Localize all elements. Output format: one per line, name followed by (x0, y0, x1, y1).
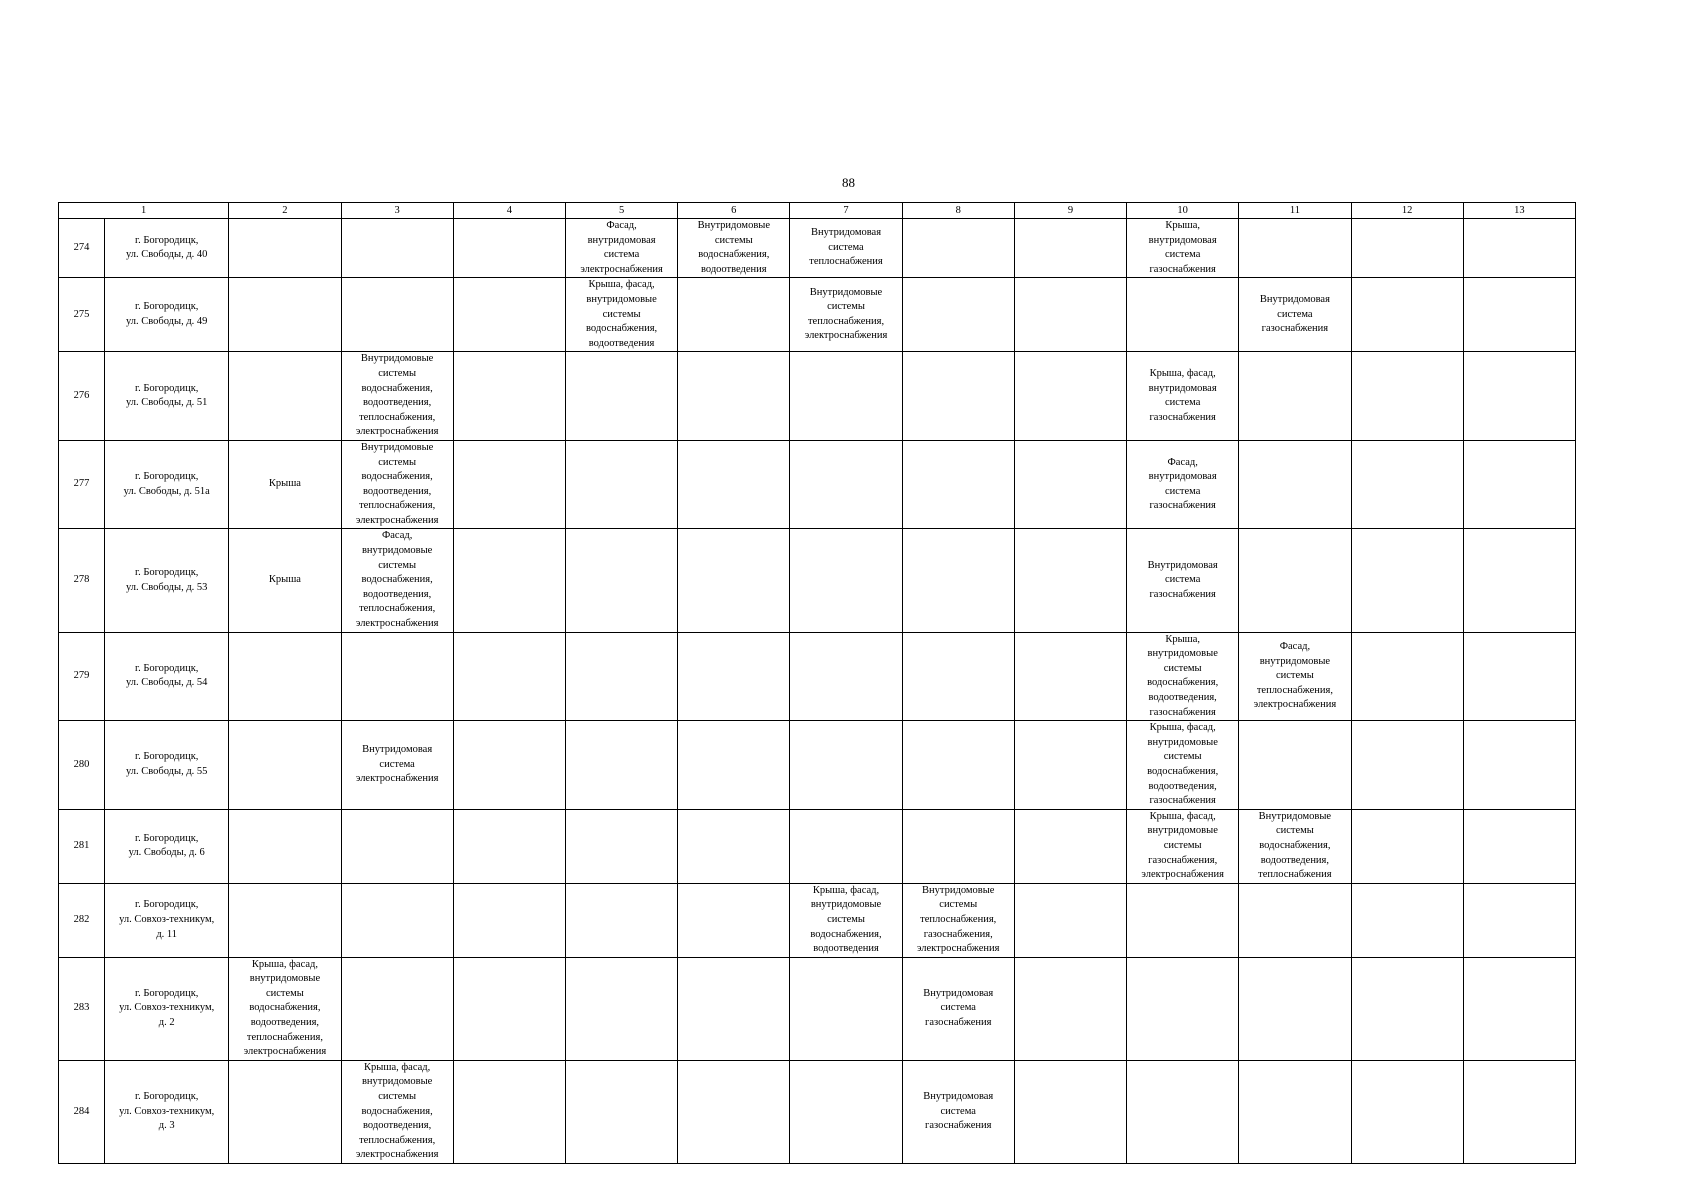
table-row (59, 957, 1576, 1060)
work-cell-col-13 (1463, 721, 1575, 810)
table-row (59, 632, 1576, 721)
table-body (59, 219, 1576, 1164)
work-cell-col-4 (453, 1060, 565, 1163)
work-cell-col-6 (678, 529, 790, 632)
work-cell-col-9 (1014, 721, 1126, 810)
work-cell-col-2 (229, 1060, 341, 1163)
work-cell-col-5 (565, 632, 677, 721)
work-cell-col-4 (453, 219, 565, 278)
work-cell-col-9 (1014, 278, 1126, 352)
table-row (59, 440, 1576, 529)
work-cell-col-7 (790, 1060, 902, 1163)
address-cell: г. Богородицк, ул. Свободы, д. 49 (105, 278, 229, 352)
work-cell-col-5 (565, 883, 677, 957)
address-cell: г. Богородицк, ул. Свободы, д. 51 (105, 352, 229, 441)
work-cell-col-7 (790, 529, 902, 632)
work-cell-col-3 (341, 957, 453, 1060)
table-row (59, 278, 1576, 352)
work-cell-col-6 (678, 721, 790, 810)
work-cell-col-5: Крыша, фасад, внутридомовые системы водоснабжения, водоотведения (565, 278, 677, 352)
work-cell-col-10: Фасад, внутридомовая система газоснабжения (1127, 440, 1239, 529)
work-cell-col-9 (1014, 809, 1126, 883)
table-row (59, 352, 1576, 441)
address-cell: г. Богородицк, ул. Свободы, д. 53 (105, 529, 229, 632)
work-cell-col-8 (902, 440, 1014, 529)
work-cell-col-13 (1463, 632, 1575, 721)
work-cell-col-13 (1463, 1060, 1575, 1163)
work-cell-col-12 (1351, 721, 1463, 810)
repair-schedule-table (58, 202, 1576, 1164)
work-cell-col-8: Внутридомовые системы теплоснабжения, газоснабжения, электроснабжения (902, 883, 1014, 957)
table-row (59, 1060, 1576, 1163)
work-cell-col-5 (565, 721, 677, 810)
work-cell-col-9 (1014, 1060, 1126, 1163)
work-cell-col-6 (678, 957, 790, 1060)
work-cell-col-2: Крыша (229, 529, 341, 632)
work-cell-col-6 (678, 809, 790, 883)
address-cell: г. Богородицк, ул. Совхоз-техникум, д. 3 (105, 1060, 229, 1163)
header-cell: 6 (678, 203, 790, 219)
work-cell-col-12 (1351, 352, 1463, 441)
work-cell-col-8 (902, 278, 1014, 352)
work-cell-col-7: Крыша, фасад, внутридомовые системы водоснабжения, водоотведения (790, 883, 902, 957)
header-cell: 8 (902, 203, 1014, 219)
table-row (59, 809, 1576, 883)
work-cell-col-13 (1463, 219, 1575, 278)
work-cell-col-9 (1014, 957, 1126, 1060)
work-cell-col-6 (678, 352, 790, 441)
work-cell-col-6 (678, 278, 790, 352)
work-cell-col-5 (565, 529, 677, 632)
header-cell: 13 (1463, 203, 1575, 219)
work-cell-col-11 (1239, 883, 1351, 957)
work-cell-col-7 (790, 440, 902, 529)
row-number-cell: 281 (59, 809, 105, 883)
work-cell-col-4 (453, 632, 565, 721)
work-cell-col-2 (229, 278, 341, 352)
work-cell-col-3: Внутридомовые системы водоснабжения, водоотведения, теплоснабжения, электроснабжения (341, 440, 453, 529)
work-cell-col-7 (790, 721, 902, 810)
work-cell-col-2 (229, 352, 341, 441)
work-cell-col-13 (1463, 957, 1575, 1060)
work-cell-col-6 (678, 440, 790, 529)
work-cell-col-11 (1239, 721, 1351, 810)
work-cell-col-6 (678, 1060, 790, 1163)
work-cell-col-13 (1463, 352, 1575, 441)
work-cell-col-5 (565, 440, 677, 529)
work-cell-col-11 (1239, 957, 1351, 1060)
header-cell: 2 (229, 203, 341, 219)
table-row (59, 883, 1576, 957)
row-number-cell: 277 (59, 440, 105, 529)
work-cell-col-7 (790, 809, 902, 883)
work-cell-col-7 (790, 352, 902, 441)
work-cell-col-10 (1127, 1060, 1239, 1163)
address-cell: г. Богородицк, ул. Свободы, д. 54 (105, 632, 229, 721)
work-cell-col-11 (1239, 1060, 1351, 1163)
work-cell-col-8 (902, 219, 1014, 278)
work-cell-col-2 (229, 721, 341, 810)
work-cell-col-12 (1351, 529, 1463, 632)
work-cell-col-3: Внутридомовые системы водоснабжения, водоотведения, теплоснабжения, электроснабжения (341, 352, 453, 441)
table-row (59, 219, 1576, 278)
work-cell-col-10 (1127, 883, 1239, 957)
header-cell: 12 (1351, 203, 1463, 219)
work-cell-col-7 (790, 632, 902, 721)
table-row (59, 721, 1576, 810)
work-cell-col-8 (902, 529, 1014, 632)
work-cell-col-2: Крыша, фасад, внутридомовые системы водоснабжения, водоотведения, теплоснабжения, электроснабжения (229, 957, 341, 1060)
work-cell-col-12 (1351, 440, 1463, 529)
row-number-cell: 284 (59, 1060, 105, 1163)
work-cell-col-12 (1351, 1060, 1463, 1163)
work-cell-col-3 (341, 809, 453, 883)
header-cell: 9 (1014, 203, 1126, 219)
work-cell-col-11: Внутридомовая система газоснабжения (1239, 278, 1351, 352)
work-cell-col-7 (790, 957, 902, 1060)
work-cell-col-11: Фасад, внутридомовые системы теплоснабжения, электроснабжения (1239, 632, 1351, 721)
work-cell-col-2 (229, 219, 341, 278)
work-cell-col-4 (453, 440, 565, 529)
row-number-cell: 279 (59, 632, 105, 721)
work-cell-col-10: Внутридомовая система газоснабжения (1127, 529, 1239, 632)
work-cell-col-10: Крыша, внутридомовая система газоснабжения (1127, 219, 1239, 278)
work-cell-col-3: Крыша, фасад, внутридомовые системы водоснабжения, водоотведения, теплоснабжения, электроснабжения (341, 1060, 453, 1163)
row-number-cell: 278 (59, 529, 105, 632)
header-cell: 1 (59, 203, 229, 219)
header-cell: 5 (565, 203, 677, 219)
row-number-cell: 283 (59, 957, 105, 1060)
work-cell-col-13 (1463, 883, 1575, 957)
work-cell-col-10: Крыша, фасад, внутридомовая система газоснабжения (1127, 352, 1239, 441)
work-cell-col-8: Внутридомовая система газоснабжения (902, 957, 1014, 1060)
work-cell-col-3 (341, 219, 453, 278)
work-cell-col-13 (1463, 529, 1575, 632)
table-row (59, 529, 1576, 632)
address-cell: г. Богородицк, ул. Совхоз-техникум, д. 2 (105, 957, 229, 1060)
work-cell-col-10: Крыша, фасад, внутридомовые системы водоснабжения, водоотведения, газоснабжения (1127, 721, 1239, 810)
work-cell-col-3: Фасад, внутридомовые системы водоснабжения, водоотведения, теплоснабжения, электроснабжения (341, 529, 453, 632)
work-cell-col-3 (341, 632, 453, 721)
work-cell-col-11 (1239, 219, 1351, 278)
address-cell: г. Богородицк, ул. Свободы, д. 51а (105, 440, 229, 529)
work-cell-col-4 (453, 809, 565, 883)
work-cell-col-5 (565, 352, 677, 441)
work-cell-col-11 (1239, 529, 1351, 632)
work-cell-col-13 (1463, 278, 1575, 352)
header-cell: 11 (1239, 203, 1351, 219)
work-cell-col-13 (1463, 440, 1575, 529)
work-cell-col-12 (1351, 219, 1463, 278)
address-cell: г. Богородицк, ул. Совхоз-техникум, д. 11 (105, 883, 229, 957)
work-cell-col-2 (229, 883, 341, 957)
row-number-cell: 282 (59, 883, 105, 957)
work-cell-col-8 (902, 721, 1014, 810)
work-cell-col-2: Крыша (229, 440, 341, 529)
work-cell-col-9 (1014, 440, 1126, 529)
work-cell-col-9 (1014, 883, 1126, 957)
work-cell-col-8: Внутридомовая система газоснабжения (902, 1060, 1014, 1163)
address-cell: г. Богородицк, ул. Свободы, д. 40 (105, 219, 229, 278)
work-cell-col-5: Фасад, внутридомовая система электроснабжения (565, 219, 677, 278)
work-cell-col-12 (1351, 809, 1463, 883)
work-cell-col-6 (678, 883, 790, 957)
work-cell-col-4 (453, 352, 565, 441)
work-cell-col-10 (1127, 278, 1239, 352)
row-number-cell: 275 (59, 278, 105, 352)
work-cell-col-11: Внутридомовые системы водоснабжения, водоотведения, теплоснабжения (1239, 809, 1351, 883)
row-number-cell: 280 (59, 721, 105, 810)
work-cell-col-5 (565, 1060, 677, 1163)
work-cell-col-8 (902, 632, 1014, 721)
work-cell-col-9 (1014, 632, 1126, 721)
header-cell: 7 (790, 203, 902, 219)
page-number: 88 (842, 175, 855, 190)
work-cell-col-6: Внутридомовые системы водоснабжения, водоотведения (678, 219, 790, 278)
work-cell-col-11 (1239, 440, 1351, 529)
work-cell-col-2 (229, 632, 341, 721)
work-cell-col-12 (1351, 883, 1463, 957)
work-cell-col-9 (1014, 529, 1126, 632)
work-cell-col-13 (1463, 809, 1575, 883)
work-cell-col-4 (453, 721, 565, 810)
work-cell-col-5 (565, 809, 677, 883)
work-cell-col-5 (565, 957, 677, 1060)
header-cell: 10 (1127, 203, 1239, 219)
work-cell-col-9 (1014, 352, 1126, 441)
work-cell-col-3 (341, 278, 453, 352)
work-cell-col-8 (902, 352, 1014, 441)
work-cell-col-3 (341, 883, 453, 957)
work-cell-col-11 (1239, 352, 1351, 441)
row-number-cell: 274 (59, 219, 105, 278)
work-cell-col-7: Внутридомовые системы теплоснабжения, электроснабжения (790, 278, 902, 352)
work-cell-col-7: Внутридомовая система теплоснабжения (790, 219, 902, 278)
row-number-cell: 276 (59, 352, 105, 441)
work-cell-col-9 (1014, 219, 1126, 278)
work-cell-col-4 (453, 529, 565, 632)
work-cell-col-12 (1351, 957, 1463, 1060)
header-cell: 4 (453, 203, 565, 219)
address-cell: г. Богородицк, ул. Свободы, д. 6 (105, 809, 229, 883)
work-cell-col-4 (453, 883, 565, 957)
work-cell-col-10: Крыша, фасад, внутридомовые системы газоснабжения, электроснабжения (1127, 809, 1239, 883)
work-cell-col-4 (453, 278, 565, 352)
work-cell-col-12 (1351, 278, 1463, 352)
work-cell-col-2 (229, 809, 341, 883)
work-cell-col-6 (678, 632, 790, 721)
work-cell-col-8 (902, 809, 1014, 883)
address-cell: г. Богородицк, ул. Свободы, д. 55 (105, 721, 229, 810)
work-cell-col-10 (1127, 957, 1239, 1060)
header-cell: 3 (341, 203, 453, 219)
column-number-header (59, 203, 1576, 219)
work-cell-col-3: Внутридомовая система электроснабжения (341, 721, 453, 810)
work-cell-col-10: Крыша, внутридомовые системы водоснабжения, водоотведения, газоснабжения (1127, 632, 1239, 721)
work-cell-col-4 (453, 957, 565, 1060)
work-cell-col-12 (1351, 632, 1463, 721)
